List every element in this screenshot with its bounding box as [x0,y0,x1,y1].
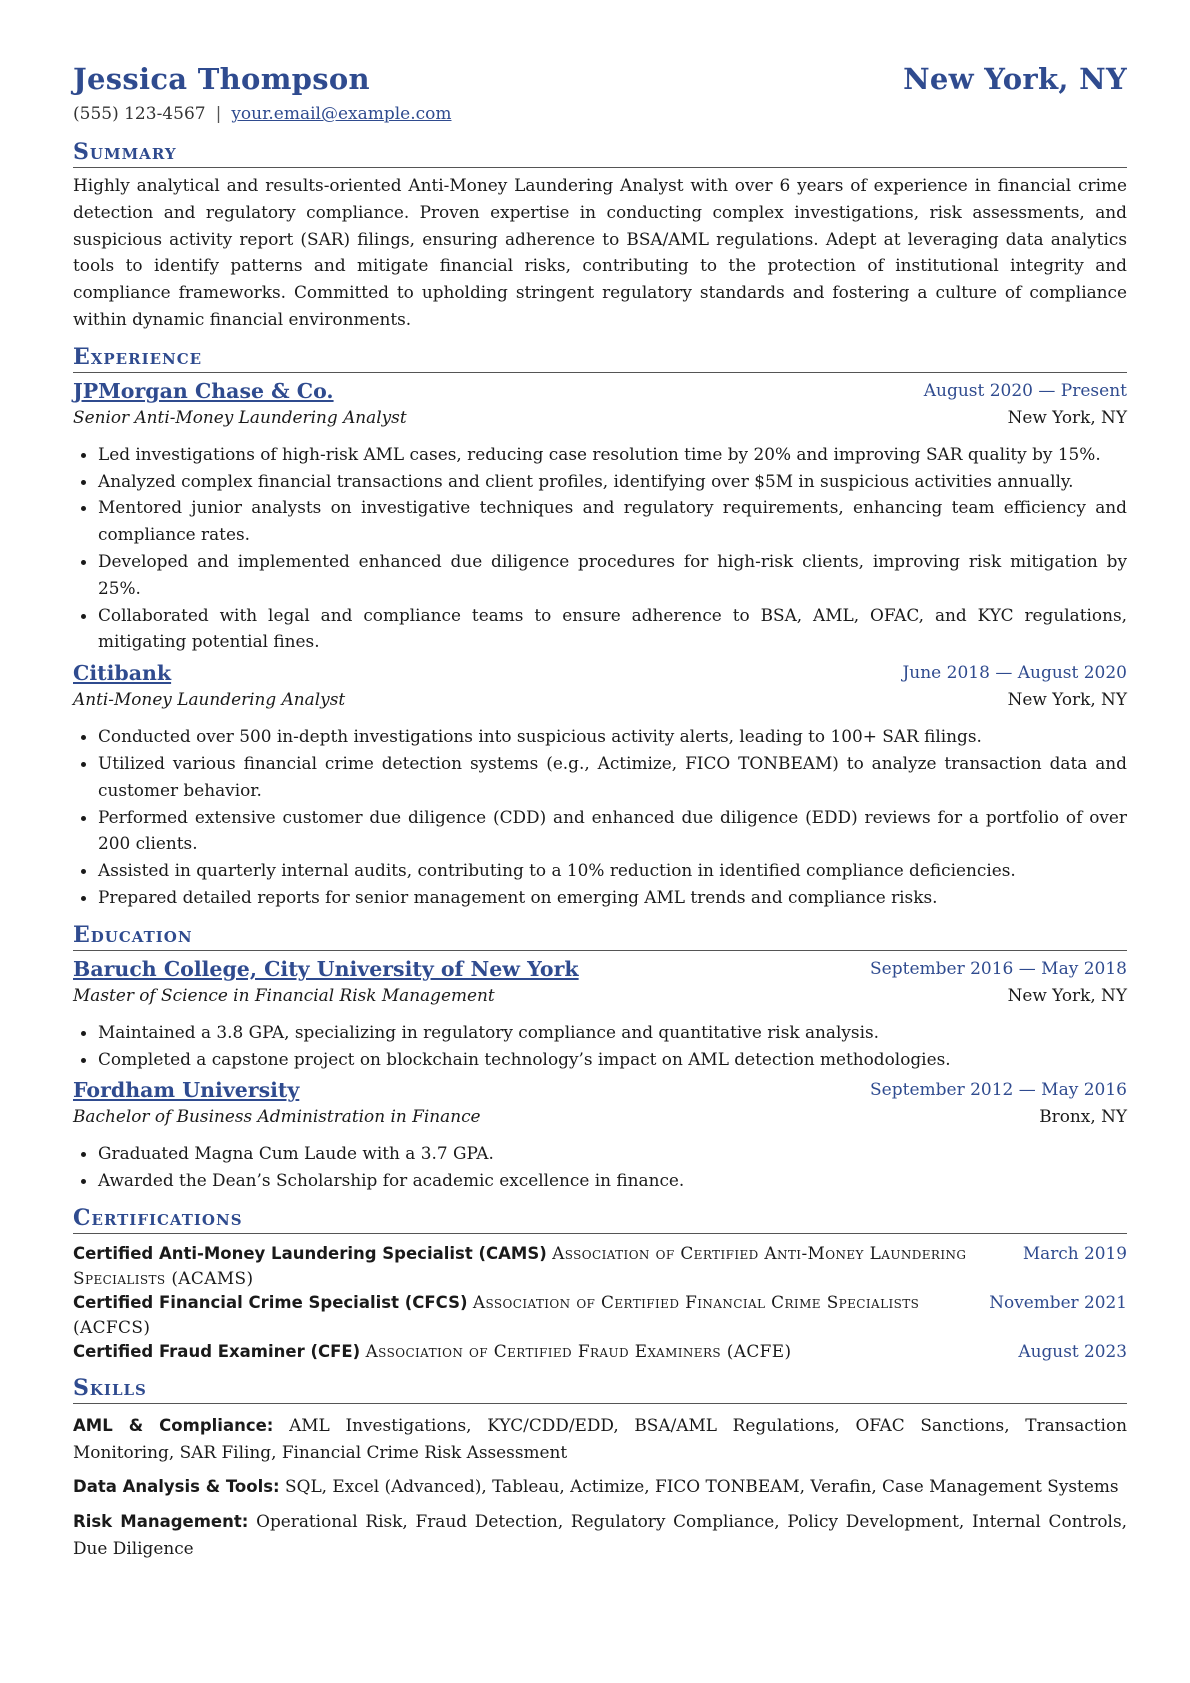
skill-group [73,1473,1127,1500]
skill-group [73,1412,1127,1465]
company-link[interactable]: Citibank [73,661,172,686]
job-dates: August 2020 — Present [923,380,1127,401]
candidate-location: New York, NY [903,62,1127,96]
skill-group-list: Operational Risk, Fraud Detection, Regulatory Compliance, Policy Development, Internal Controls, Due Diligence [73,1510,1127,1558]
resume-page [73,58,1127,1561]
job-bullets [73,441,1127,655]
bullet-item: • Graduated Magna Cum Laude with a 3.7 GPA. [98,1140,1127,1167]
job-location: New York, NY [1007,689,1127,710]
summary-text: Highly analytical and results-oriented Anti-Money Laundering Analyst with over 6 years of experience in financial crime detection and regulatory compliance. Proven expertise in conducting complex investigations, risk assessments, and suspicious activity report (SAR) filings, ensuring adherence to BSA/AML regulations. Adept at leveraging data analytics tools to identify patterns and mitigate financial risks, contributing to the protection of institutional integrity and compliance frameworks. Committed to upholding stringent regulatory standards and fostering a culture of compliance within dynamic financial environments. [73,175,1127,329]
certification-issuer: Association of Certified Financial Crime Specialists (ACFCS) [73,1291,920,1337]
certification-item [73,1339,1127,1364]
certification-item [73,1241,1127,1290]
job-role: Anti-Money Laundering Analyst [73,689,346,710]
bullet-item: • Developed and implemented enhanced due diligence procedures for high-risk clients, improving risk mitigation by 25%. [98,548,1127,602]
certification-item [73,1290,1127,1339]
certification-date: November 2021 [989,1291,1127,1312]
skill-group-list: SQL, Excel (Advanced), Tableau, Actimize, FICO TONBEAM, Verafin, Case Management Systems [285,1475,1119,1496]
education-dates: September 2012 — May 2016 [870,1080,1127,1101]
bullet-item: • Collaborated with legal and compliance teams to ensure adherence to BSA, AML, OFAC, and KYC regulations, mitigating potential fines. [98,602,1127,656]
contact-line [73,100,1127,128]
bullet-item: • Analyzed complex financial transactions and client profiles, identifying over $5M in suspicious activities annually. [98,468,1127,495]
certification-date: August 2023 [1018,1340,1127,1361]
certification-issuer: Association of Certified Fraud Examiners (ACFE) [365,1340,792,1361]
job-location: New York, NY [1007,406,1127,427]
school-location: Bronx, NY [1039,1106,1127,1127]
bullet-item: • Awarded the Dean’s Scholarship for academic excellence in finance. [98,1167,1127,1194]
bullet-item: • Utilized various financial crime detection systems (e.g., Actimize, FICO TONBEAM) to analyze transaction data and customer behavior. [98,750,1127,804]
school-link[interactable]: Baruch College, City University of New York [73,956,579,981]
bullet-item: • Completed a capstone project on blockchain technology’s impact on AML detection methodologies. [98,1046,1127,1073]
degree-name: Bachelor of Business Administration in Finance [73,1106,481,1127]
job-dates: June 2018 — August 2020 [902,663,1127,684]
bullet-item: • Maintained a 3.8 GPA, specializing in regulatory compliance and quantitative risk analysis. [98,1019,1127,1046]
certifications-heading: Certifications [73,1204,1127,1234]
education-bullets [73,1019,1127,1073]
candidate-name: Jessica Thompson [73,62,370,96]
job-entry [73,659,1127,911]
job-bullets [73,723,1127,911]
certification-name: Certified Financial Crime Specialist (CFCS) [73,1292,468,1312]
skill-group-name: AML & Compliance: [73,1415,274,1435]
bullet-item: • Prepared detailed reports for senior management on emerging AML trends and compliance risks. [98,884,1127,911]
education-entry [73,955,1127,1073]
degree-name: Master of Science in Financial Risk Management [73,984,495,1005]
certification-issuer: Association of Certified Anti-Money Laundering Specialists (ACAMS) [73,1242,967,1288]
bullet-item: • Led investigations of high-risk AML cases, reducing case resolution time by 20% and improving SAR quality by 15%. [98,441,1127,468]
certification-name: Certified Fraud Examiner (CFE) [73,1341,361,1361]
phone-number: (555) 123-4567 [73,104,206,124]
education-entry [73,1076,1127,1194]
company-link[interactable]: JPMorgan Chase & Co. [73,378,334,403]
skill-group [73,1508,1127,1561]
contact-separator: | [215,104,222,124]
education-heading: Education [73,921,1127,951]
education-dates: September 2016 — May 2018 [870,958,1127,979]
resume-header [73,58,1127,100]
certification-date: March 2019 [1022,1242,1127,1263]
bullet-item: • Assisted in quarterly internal audits, contributing to a 10% reduction in identified compliance deficiencies. [98,857,1127,884]
job-role: Senior Anti-Money Laundering Analyst [73,406,407,427]
skill-group-list: AML Investigations, KYC/CDD/EDD, BSA/AML Regulations, OFAC Sanctions, Transaction Monitoring, SAR Filing, Financial Crime Risk Assessment [73,1414,1127,1462]
school-location: New York, NY [1007,984,1127,1005]
certification-name: Certified Anti-Money Laundering Specialist (CAMS) [73,1243,547,1263]
email-link[interactable]: your.email@example.com [231,104,452,124]
bullet-item: • Conducted over 500 in-depth investigations into suspicious activity alerts, leading to 100+ SAR filings. [98,723,1127,750]
bullet-item: • Performed extensive customer due diligence (CDD) and enhanced due diligence (EDD) reviews for a portfolio of over 200 clients. [98,804,1127,858]
school-link[interactable]: Fordham University [73,1078,300,1103]
skill-group-name: Data Analysis & Tools: [73,1476,280,1496]
summary-heading: Summary [73,138,1127,168]
experience-heading: Experience [73,343,1127,373]
education-bullets [73,1140,1127,1194]
skills-heading: Skills [73,1374,1127,1404]
job-entry [73,377,1127,655]
certification-list [73,1241,1127,1364]
skill-group-name: Risk Management: [73,1511,249,1531]
bullet-item: • Mentored junior analysts on investigative techniques and regulatory requirements, enhancing team efficiency and compliance rates. [98,494,1127,548]
